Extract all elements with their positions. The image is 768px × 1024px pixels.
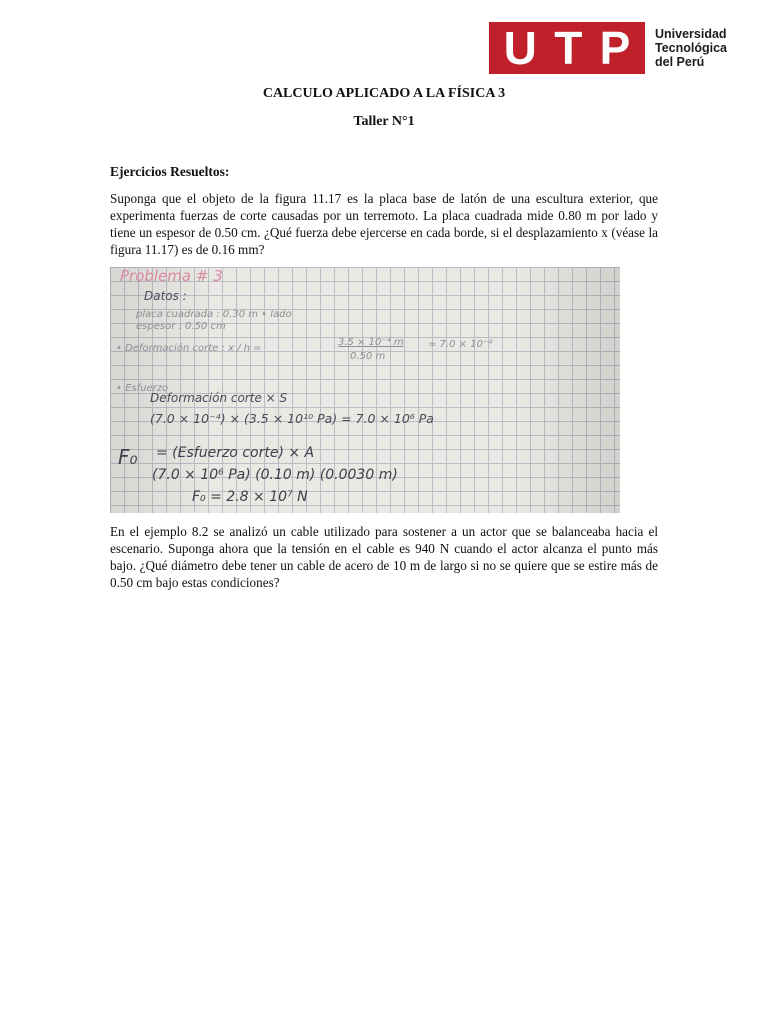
- hw-datos: Datos :: [144, 289, 187, 303]
- hw-deformacion-result: = 7.0 × 10⁻⁴: [428, 339, 493, 350]
- hw-force-formula: = (Esfuerzo corte) × A: [156, 445, 315, 461]
- document-title: CALCULO APLICADO A LA FÍSICA 3: [262, 86, 506, 101]
- handwritten-solution-image: [110, 267, 620, 513]
- hw-data-line-2: espesor : 0.50 cm: [136, 321, 226, 332]
- problem-paragraph-2: En el ejemplo 8.2 se analizó un cable utilizado para sostener a un actor que se balanceaba hacia el escenario. Suponga ahora que la tensión en el cable es 940 N cuando el actor alcanza el punto más bajo. ¿Qué diámetro debe tener un cable de acero de 10 m de largo si no se quiere que se estire más de 0.50 cm bajo estas condiciones?: [110, 524, 658, 590]
- hw-data-line-1: placa cuadrada : 0.30 m • lado: [136, 309, 292, 320]
- hw-fraction-numerator: 3.5 × 10⁻⁴ m: [338, 337, 404, 348]
- hw-fraction-denominator: 0.50 m: [350, 351, 386, 362]
- hw-esfuerzo-calc: (7.0 × 10⁻⁴) × (3.5 × 10¹⁰ Pa) = 7.0 × 10⁶ Pa: [150, 411, 434, 426]
- logo-line-1: Universidad: [655, 27, 727, 41]
- logo-wordmark: [655, 27, 727, 69]
- hw-deformacion: • Deformación corte : x / h =: [116, 343, 262, 354]
- hw-force-result: F₀ = 2.8 × 10⁷ N: [192, 489, 308, 505]
- problem-paragraph-1: Suponga que el objeto de la figura 11.17 es la placa base de latón de una escultura exterior, que experimenta fuerzas de corte causadas por un terremoto. La placa cuadrada mide 0.80 m por lado y tiene un espesor de 0.50 cm. ¿Qué fuerza debe ejercerse en cada borde, si el desplazamiento x (véase la figura 11.17) es de 0.16 mm?: [110, 191, 658, 257]
- hw-force-label: F₀: [118, 445, 138, 469]
- logo-letter-t: T: [554, 22, 583, 74]
- hw-heading: Problema # 3: [120, 267, 223, 285]
- section-heading: Ejercicios Resueltos:: [110, 164, 230, 179]
- logo-line-2: Tecnológica: [655, 41, 728, 55]
- hw-esfuerzo: • Esfuerzo: [116, 383, 169, 394]
- utp-logo: [489, 22, 734, 74]
- document-subtitle: Taller N°1: [353, 114, 415, 129]
- logo-line-3: del Perú: [655, 55, 705, 69]
- utp-logo-box: [489, 22, 645, 74]
- logo-letter-p: P: [599, 22, 631, 74]
- hw-force-calc: (7.0 × 10⁶ Pa) (0.10 m) (0.0030 m): [152, 467, 398, 483]
- logo-letter-u: U: [503, 22, 537, 74]
- hw-esfuerzo-formula: Deformación corte × S: [150, 391, 288, 405]
